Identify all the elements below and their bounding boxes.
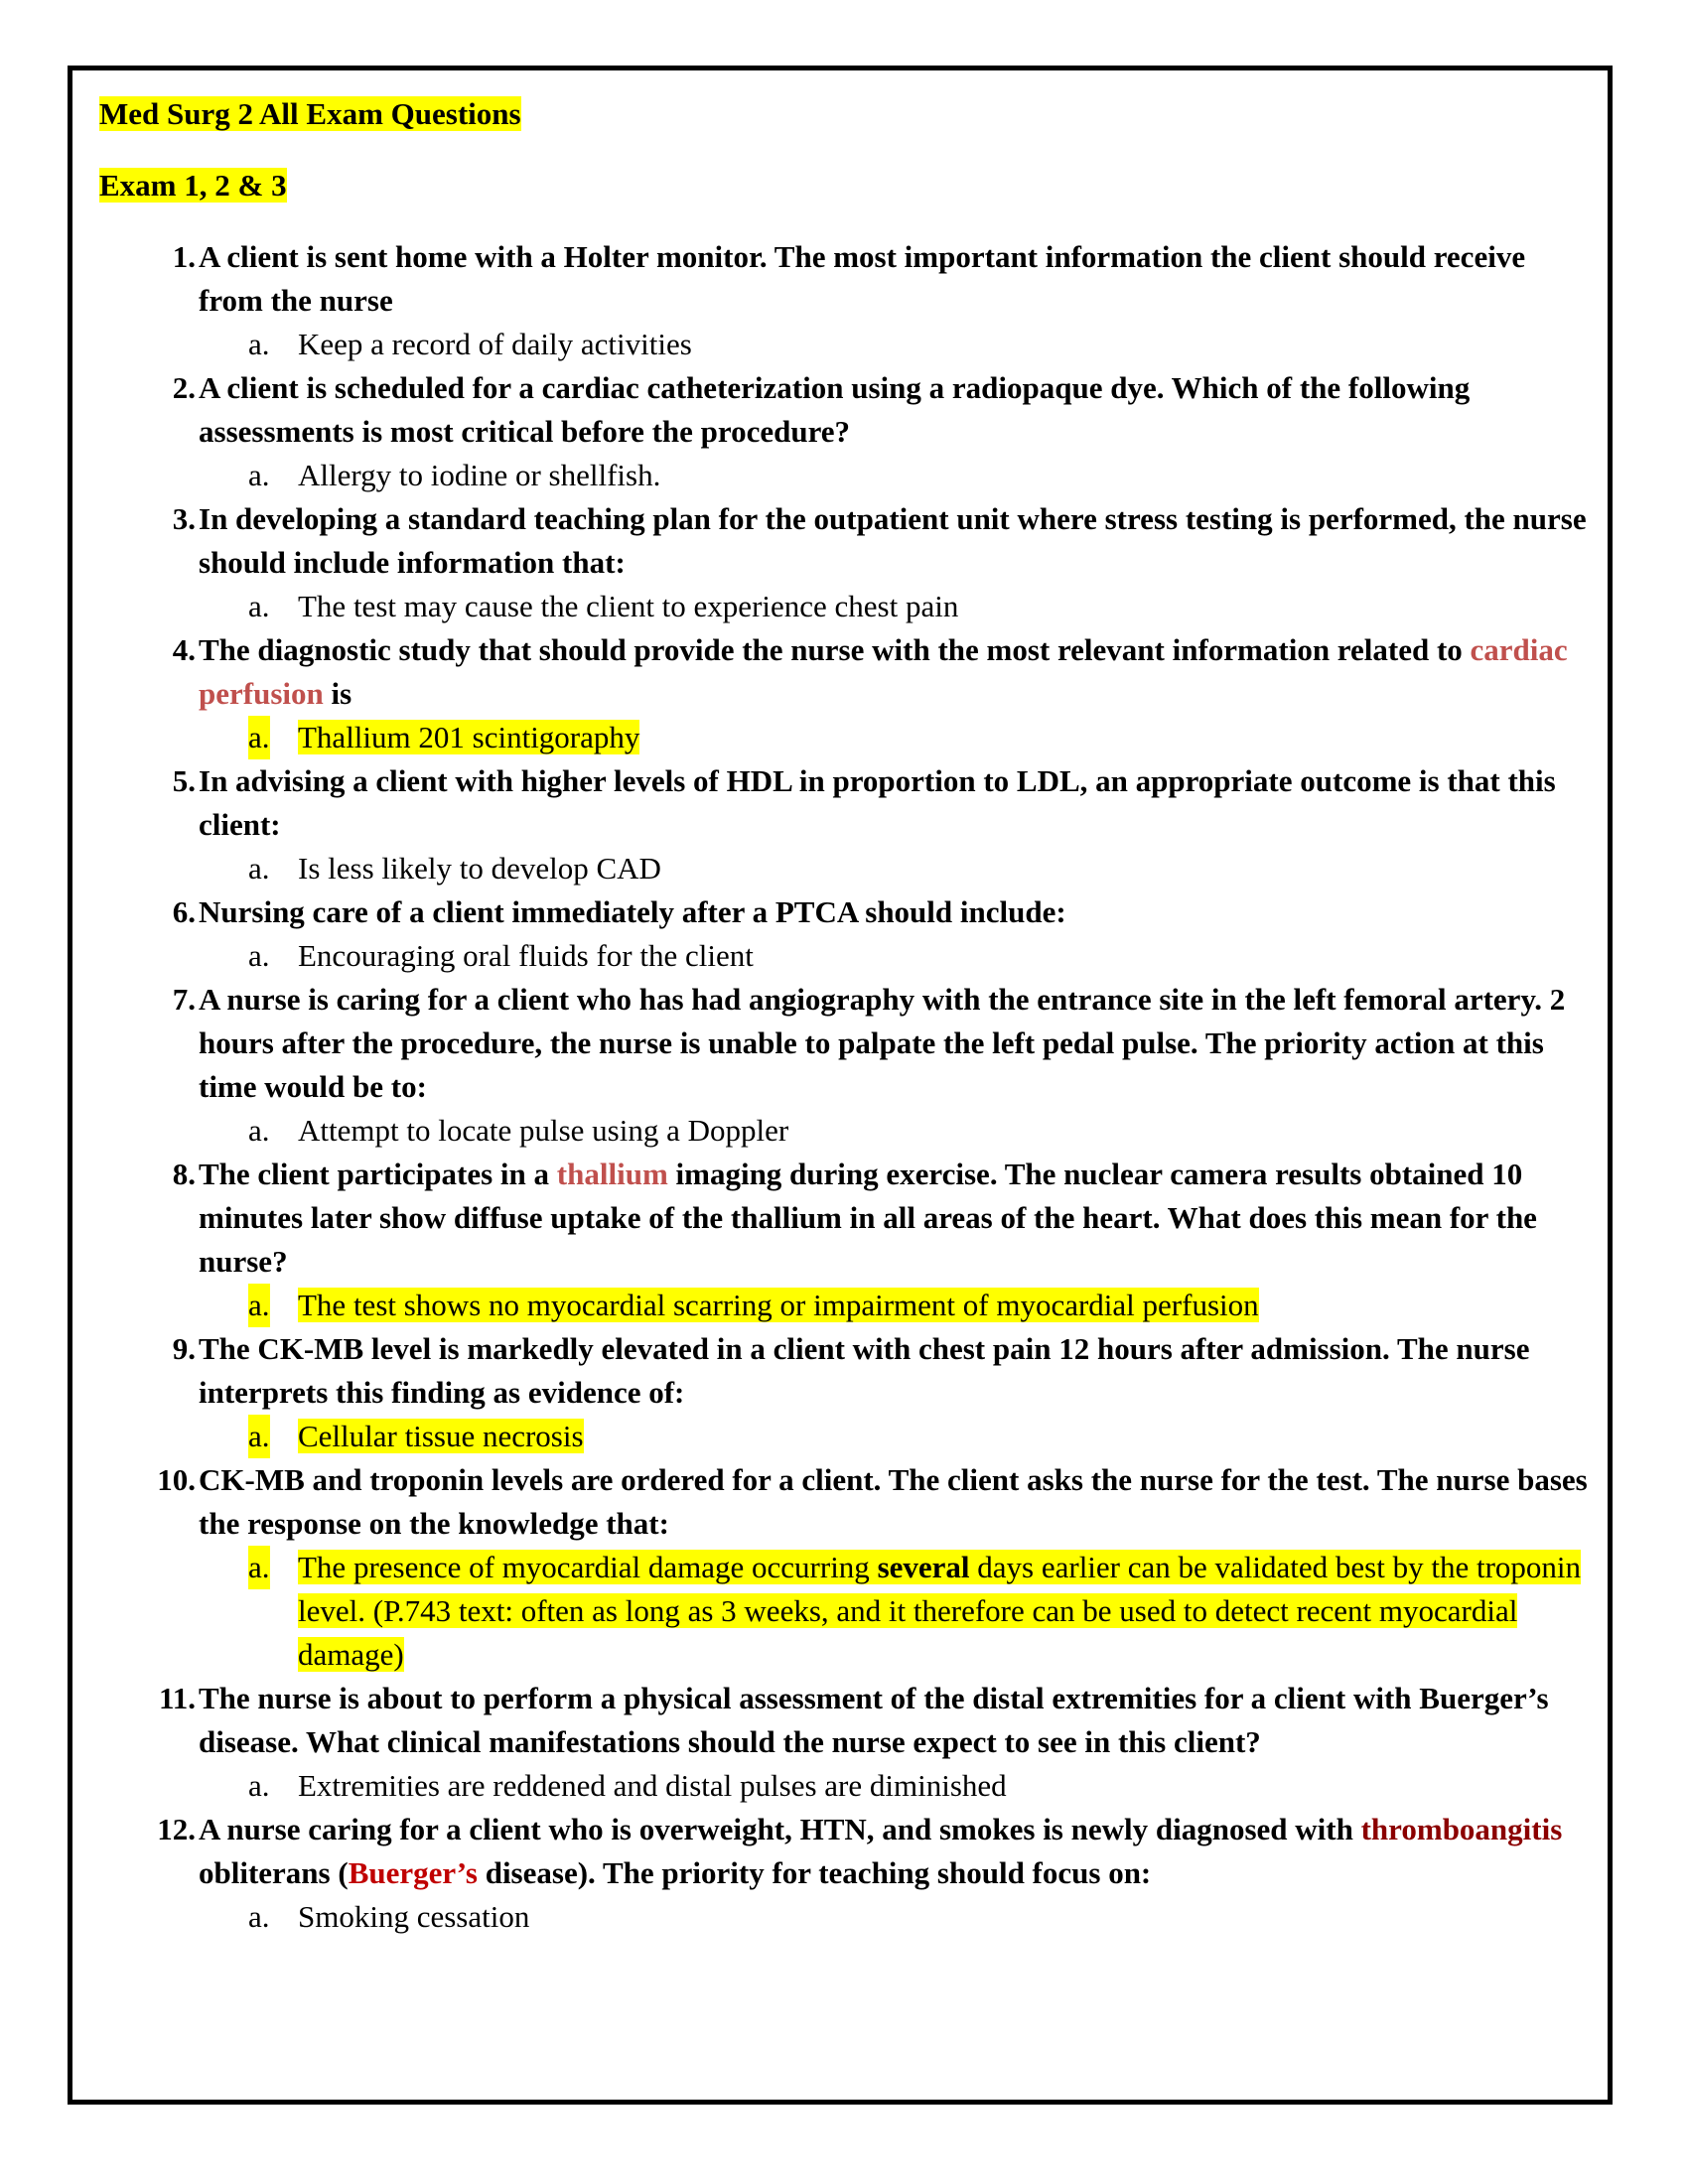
answer-item [199,716,1589,759]
answer-text: Encouraging oral fluids for the client [298,938,754,973]
question-text: In developing a standard teaching plan for the outpatient unit where stress testing is performed, the nurse should include information that: [199,501,1587,580]
question-text: A client is sent home with a Holter monitor. The most important information the client should receive from the nurse [199,239,1526,318]
question-number: 6. [172,894,196,929]
question-item [99,1677,1589,1808]
question-number: 10. [157,1462,196,1497]
answer-text: Extremities are reddened and distal pulses are diminished [298,1768,1007,1803]
question-number: 3. [172,501,196,536]
question-number: 5. [172,763,196,798]
question-text: CK-MB and troponin levels are ordered for a client. The client asks the nurse for the test. The nurse bases the response on the knowledge that: [199,1462,1588,1541]
question-number: 12. [157,1812,196,1846]
answer-text: Attempt to locate pulse using a Doppler [298,1113,789,1148]
question-text: A client is scheduled for a cardiac catheterization using a radiopaque dye. Which of the following assessments is most critical before the procedure? [199,370,1471,449]
question-text: The CK-MB level is markedly elevated in a client with chest pain 12 hours after admission. The nurse interprets this finding as evidence of: [199,1331,1530,1410]
answer-letter: a. [248,1546,270,1589]
highlight-term: Buerger’s [348,1855,478,1890]
answer-letter: a. [248,1415,270,1458]
question-item [99,366,1589,497]
answer-letter: a. [248,716,270,759]
question-number: 7. [172,982,196,1017]
answer-text: Cellular tissue necrosis [298,1419,584,1453]
answer-text: The presence of myocardial damage occurring several days earlier can be validated best by the troponin level. (P.743 text: often as long as 3 weeks, and it therefore can be used to detect recent myocardial damage) [298,1550,1582,1672]
document-subtitle: Exam 1, 2 & 3 [99,168,287,203]
answer-item [199,1764,1589,1808]
answer-text: The test may cause the client to experience chest pain [298,589,959,623]
answer-letter: a. [248,1768,270,1803]
answer-text: Is less likely to develop CAD [298,851,661,886]
question-text: In advising a client with higher levels of HDL in proportion to LDL, an appropriate outcome is that this client: [199,763,1556,842]
question-number: 11. [158,1681,196,1715]
answer-letter: a. [248,327,270,361]
question-item [99,497,1589,628]
answer-letter: a. [248,1284,270,1327]
answer-item [199,585,1589,628]
question-item [99,1327,1589,1458]
question-text: The nurse is about to perform a physical assessment of the distal extremities for a client with Buerger’s disease. What clinical manifestations should the nurse expect to see in this client? [199,1681,1549,1759]
answer-text: Thallium 201 scintigoraphy [298,720,640,754]
answer-letter: a. [248,458,270,492]
answer-item [199,1895,1589,1939]
document-title: Med Surg 2 All Exam Questions [99,96,521,131]
question-item [99,1458,1589,1677]
answer-letter: a. [248,1899,270,1934]
answer-item [199,1546,1589,1677]
question-item [99,1808,1589,1939]
answer-item [199,1109,1589,1153]
question-number: 1. [172,239,196,274]
question-number: 9. [172,1331,196,1366]
answer-text: Allergy to iodine or shellfish. [298,458,661,492]
answer-letter: a. [248,938,270,973]
question-number: 2. [172,370,196,405]
answer-letter: a. [248,589,270,623]
answer-letter: a. [248,1113,270,1148]
answer-letter: a. [248,851,270,886]
question-text: The diagnostic study that should provide the nurse with the most relevant information related to cardiac perfusion is [199,632,1568,711]
answer-text: Smoking cessation [298,1899,530,1934]
question-item [99,235,1589,366]
question-list [99,235,1589,1939]
question-number: 8. [172,1157,196,1191]
highlight-term: cardiac perfusion [199,632,1568,711]
question-text: Nursing care of a client immediately after a PTCA should include: [199,894,1066,929]
answer-item [199,847,1589,890]
question-number: 4. [172,632,196,667]
answer-item [199,934,1589,978]
highlight-term: thromboangitis [1360,1812,1563,1846]
answer-item [199,1284,1589,1327]
question-item [99,1153,1589,1327]
question-item [99,890,1589,978]
question-item [99,978,1589,1153]
answer-item [199,1415,1589,1458]
question-text: A nurse is caring for a client who has had angiography with the entrance site in the left femoral artery. 2 hours after the procedure, the nurse is unable to palpate the left pedal pulse. The priority action at this time would be to: [199,982,1566,1104]
question-text: A nurse caring for a client who is overweight, HTN, and smokes is newly diagnosed with thromboangitis obliterans (Buerger’s disease). The priority for teaching should focus on: [199,1812,1563,1890]
answer-text: The test shows no myocardial scarring or impairment of myocardial perfusion [298,1288,1259,1322]
question-item [99,759,1589,890]
document-body [99,94,1589,1939]
highlight-term: thallium [556,1157,668,1191]
answer-item [199,323,1589,366]
answer-text: Keep a record of daily activities [298,327,692,361]
answer-item [199,454,1589,497]
question-item [99,628,1589,759]
question-text: The client participates in a thallium imaging during exercise. The nuclear camera results obtained 10 minutes later show diffuse uptake of the thallium in all areas of the heart. What does this mean for the nurse? [199,1157,1537,1279]
